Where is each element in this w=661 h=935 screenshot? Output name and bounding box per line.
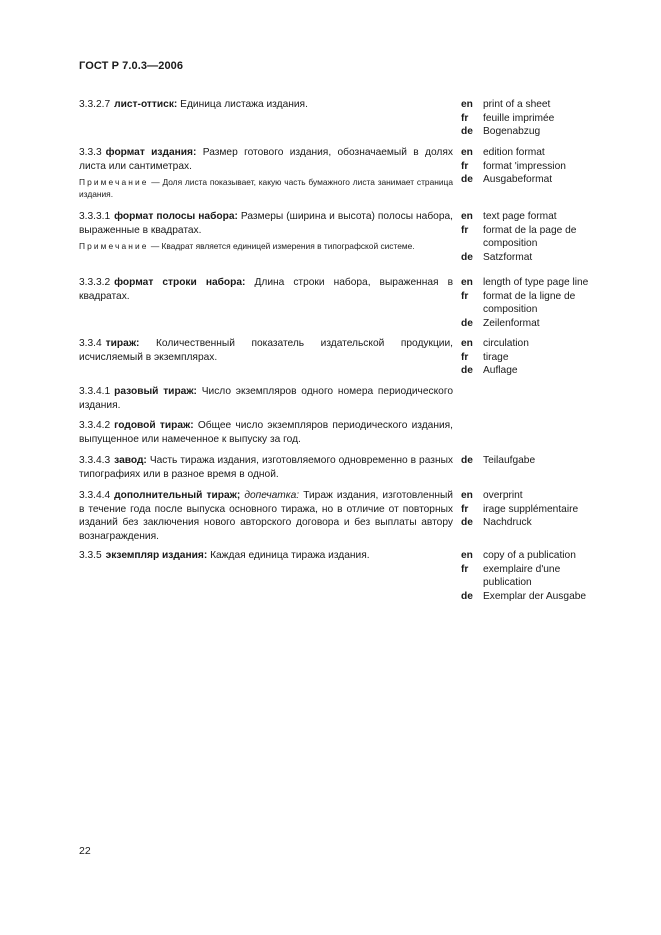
translation-row <box>461 516 611 530</box>
language-code: en <box>461 550 473 561</box>
translation-text: Satzformat <box>483 251 533 263</box>
translation-text: Teilaufgabe <box>483 455 536 466</box>
note <box>79 177 453 200</box>
translation-row <box>461 290 611 317</box>
translations <box>461 454 611 468</box>
translation-text: Nachdruck <box>483 517 532 529</box>
translation-text: circulation <box>483 338 529 349</box>
definition-text: Тираж издания, изготовленный в течение года после выпуска основного тиража, но в отличие от повторных изданий без заключения нового авторского договора и без выплаты автору вознаграждения. <box>79 490 453 542</box>
translation-row <box>461 503 611 517</box>
translation-text: tirage <box>483 351 509 363</box>
language-code: de <box>461 590 473 602</box>
language-code: de <box>461 455 473 466</box>
definition-text: Часть тиража издания, изготовляемого одновременно в разных типографиях или в разное время в одной. <box>79 455 453 480</box>
language-code: fr <box>461 351 469 363</box>
term-definition <box>79 146 453 200</box>
definition-text: Общее число экземпляров периодического издания, выпущенное или намеченное к выпуску за год. <box>79 420 453 445</box>
translation-row <box>461 489 611 503</box>
translation-text: text page format <box>483 211 557 222</box>
term-name: завод: <box>114 455 147 466</box>
language-code: de <box>461 365 473 377</box>
definition-paragraph <box>79 454 453 481</box>
translation-text: Ausgabeformat <box>483 174 553 186</box>
translation-row <box>461 563 611 590</box>
term-definition <box>79 454 453 481</box>
definition-paragraph <box>79 337 453 364</box>
term-name: формат полосы набора: <box>114 211 238 222</box>
language-code: de <box>461 174 473 186</box>
language-code: de <box>461 251 473 263</box>
definition-text: Размер готового издания, обозначаемый в долях листа или сантиметрах. <box>79 147 453 172</box>
language-code: fr <box>461 503 469 515</box>
definition-paragraph <box>79 385 453 412</box>
translation-row <box>461 210 611 224</box>
term-name: формат издания: <box>105 147 197 158</box>
translation-text: print of a sheet <box>483 99 551 110</box>
language-code: fr <box>461 160 469 172</box>
translation-row <box>461 112 611 126</box>
translation-row <box>461 125 611 139</box>
translations <box>461 337 611 378</box>
definition-paragraph <box>79 146 453 173</box>
term-number: 3.3.3 <box>79 147 102 158</box>
term-definition <box>79 337 453 364</box>
term-definition <box>79 549 453 563</box>
translation-row <box>461 590 611 604</box>
translation-text: Exemplar der Ausgabe <box>483 590 587 602</box>
translations <box>461 549 611 603</box>
translation-text: format de la page de composition <box>483 224 577 250</box>
translation-row <box>461 351 611 365</box>
translation-text: feuille imprimée <box>483 112 555 124</box>
definition-text: Единица листажа издания. <box>180 99 308 110</box>
language-code: fr <box>461 112 469 124</box>
term-definition <box>79 385 453 412</box>
document-header: ГОСТ Р 7.0.3—2006 <box>79 60 184 72</box>
language-code: de <box>461 517 473 529</box>
note-label: Примечание <box>79 177 149 188</box>
translation-row <box>461 276 611 290</box>
term-definition <box>79 489 453 543</box>
translation-text: irage supplémentaire <box>483 503 579 515</box>
term-name: годовой тираж: <box>114 420 194 431</box>
term-synonym: допечатка: <box>244 490 300 501</box>
term-number: 3.3.5 <box>79 550 102 561</box>
translation-text: edition format <box>483 147 545 158</box>
definition-paragraph <box>79 419 453 446</box>
term-name: тираж: <box>105 338 140 349</box>
term-name: лист-оттиск: <box>114 99 178 110</box>
translation-row <box>461 146 611 160</box>
term-number: 3.3.3.2 <box>79 277 111 288</box>
note-text: — Доля листа показывает, какую часть бумажного листа занимает страница издания. <box>79 177 454 199</box>
translation-text: format de la ligne de composition <box>483 290 576 316</box>
translations <box>461 98 611 139</box>
translation-row <box>461 251 611 265</box>
translation-row <box>461 317 611 331</box>
term-number: 3.3.4 <box>79 338 102 349</box>
definition-text: Количественный показатель издательской продукции, исчисляемый в экземплярах. <box>79 338 453 363</box>
definition-text: Число экземпляров одного номера периодического издания. <box>79 386 453 411</box>
term-definition <box>79 276 453 303</box>
language-code: en <box>461 338 473 349</box>
term-definition <box>79 419 453 446</box>
translation-row <box>461 364 611 378</box>
term-number: 3.3.2.7 <box>79 99 111 110</box>
translations <box>461 489 611 530</box>
term-definition <box>79 210 453 253</box>
translation-row <box>461 160 611 174</box>
note-text: — Квадрат является единицей измерения в типографской системе. <box>150 241 415 252</box>
translation-row <box>461 337 611 351</box>
term-name: формат строки набора: <box>114 277 246 288</box>
page-number: 22 <box>79 845 91 857</box>
translation-text: format 'impression <box>483 160 566 172</box>
definition-paragraph <box>79 210 453 237</box>
translation-text: overprint <box>483 490 523 501</box>
language-code: fr <box>461 290 469 302</box>
language-code: en <box>461 490 473 501</box>
language-code: de <box>461 317 473 329</box>
translation-text: Zeilenformat <box>483 317 540 329</box>
language-code: en <box>461 99 473 110</box>
term-definition <box>79 98 453 112</box>
term-number: 3.3.4.3 <box>79 455 111 466</box>
definition-text: Каждая единица тиража издания. <box>210 550 370 561</box>
translation-text: exemplaire d'une publication <box>483 563 561 589</box>
term-number: 3.3.4.2 <box>79 420 111 431</box>
translation-row <box>461 454 611 468</box>
translation-row <box>461 173 611 187</box>
definition-paragraph <box>79 549 453 563</box>
language-code: fr <box>461 224 469 236</box>
term-name: экземпляр издания: <box>105 550 208 561</box>
definition-paragraph <box>79 276 453 303</box>
translations <box>461 276 611 330</box>
definition-text: Размеры (ширина и высота) полосы набора, выраженные в квадратах. <box>79 211 453 236</box>
term-number: 3.3.3.1 <box>79 211 111 222</box>
translation-row <box>461 549 611 563</box>
translations <box>461 210 611 264</box>
definition-paragraph <box>79 98 453 112</box>
language-code: en <box>461 277 473 288</box>
language-code: fr <box>461 563 469 575</box>
definition-paragraph <box>79 489 453 543</box>
language-code: de <box>461 126 473 138</box>
translation-text: copy of a publication <box>483 550 576 561</box>
note <box>79 241 453 253</box>
translation-text: length of type page line <box>483 277 589 288</box>
term-number: 3.3.4.4 <box>79 490 111 501</box>
translation-text: Auflage <box>483 365 518 377</box>
definition-text: Длина строки набора, выраженная в квадратах. <box>79 277 453 302</box>
term-number: 3.3.4.1 <box>79 386 111 397</box>
term-name: разовый тираж: <box>114 386 197 397</box>
term-name: дополнительный тираж; <box>114 490 241 501</box>
note-label: Примечание <box>79 241 149 252</box>
translation-row <box>461 224 611 251</box>
translation-text: Bogenabzug <box>483 126 541 138</box>
translation-row <box>461 98 611 112</box>
language-code: en <box>461 211 473 222</box>
language-code: en <box>461 147 473 158</box>
translations <box>461 146 611 187</box>
